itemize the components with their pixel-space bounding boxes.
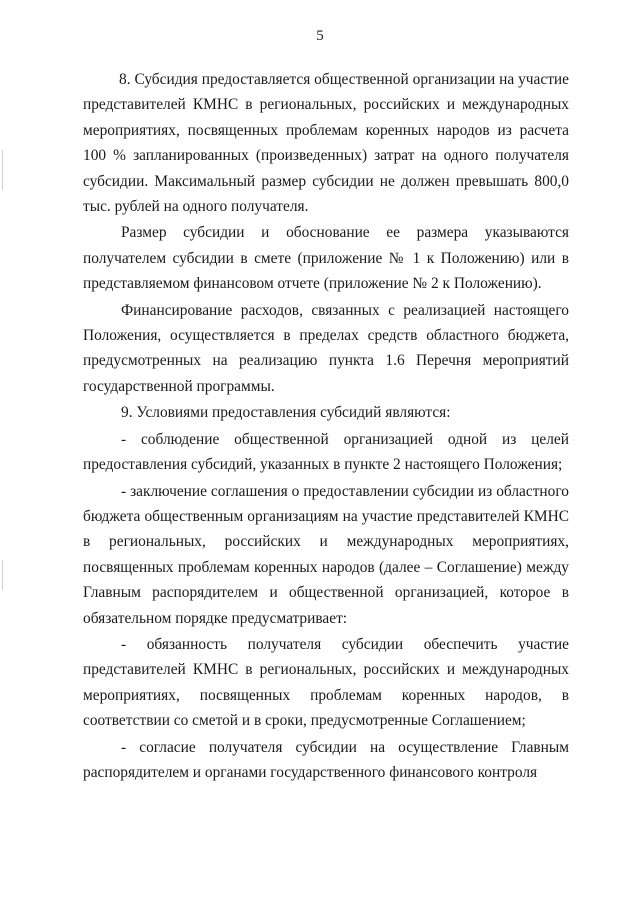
paragraph: - соблюдение общественной организацией одной из целей предоставления субсидий, указанных в пункте 2 настоящего Положения;: [83, 430, 569, 474]
paragraph: Финансирование расходов, связанных с реализацией настоящего Положения, осуществляется в пределах средств областного бюджета, предусмотренных на реализацию пункта 1.6 Перечня мероприятий государственной программы.: [83, 301, 569, 395]
paragraph: 9. Условиями предоставления субсидий являются:: [121, 404, 451, 422]
page-number: 5: [316, 28, 324, 44]
paragraph: - заключение соглашения о предоставлении субсидии из областного бюджета общественным организациям на участие представителей КМНС в региональных, российских и международных мероприятиях, посвященных проблемам коренных народов (далее – Соглашение) между Главным распорядителем и общественной организацией, которое в обязательном порядке предусматривает:: [83, 482, 569, 627]
scan-edge-mark: [2, 150, 3, 190]
document-body: [83, 67, 569, 786]
paragraph: Размер субсидии и обоснование ее размера указываются получателем субсидии в смете (приложение № 1 к Положению) или в представляемом финансовом отчете (приложение № 2 к Положению).: [83, 224, 569, 293]
paragraph: - согласие получателя субсидии на осуществление Главным распорядителем и органами государственного финансового контроля: [83, 738, 569, 781]
scan-edge-mark: [2, 560, 3, 590]
paragraph: - обязанность получателя субсидии обеспечить участие представителей КМНС в региональных, российских и международных мероприятиях, посвященных проблемам коренных народов, в соответствии со сметой и в сроки, предусмотренные Соглашением;: [83, 635, 569, 730]
paragraph: 8. Субсидия предоставляется общественной организации на участие представителей КМНС в региональных, российских и международных мероприятиях, посвященных проблемам коренных народов из расчета 100 % запланированных (произведенных) затрат на одного получателя субсидии. Максимальный размер субсидии не должен превышать 800,0 тыс. рублей на одного получателя.: [83, 71, 569, 216]
